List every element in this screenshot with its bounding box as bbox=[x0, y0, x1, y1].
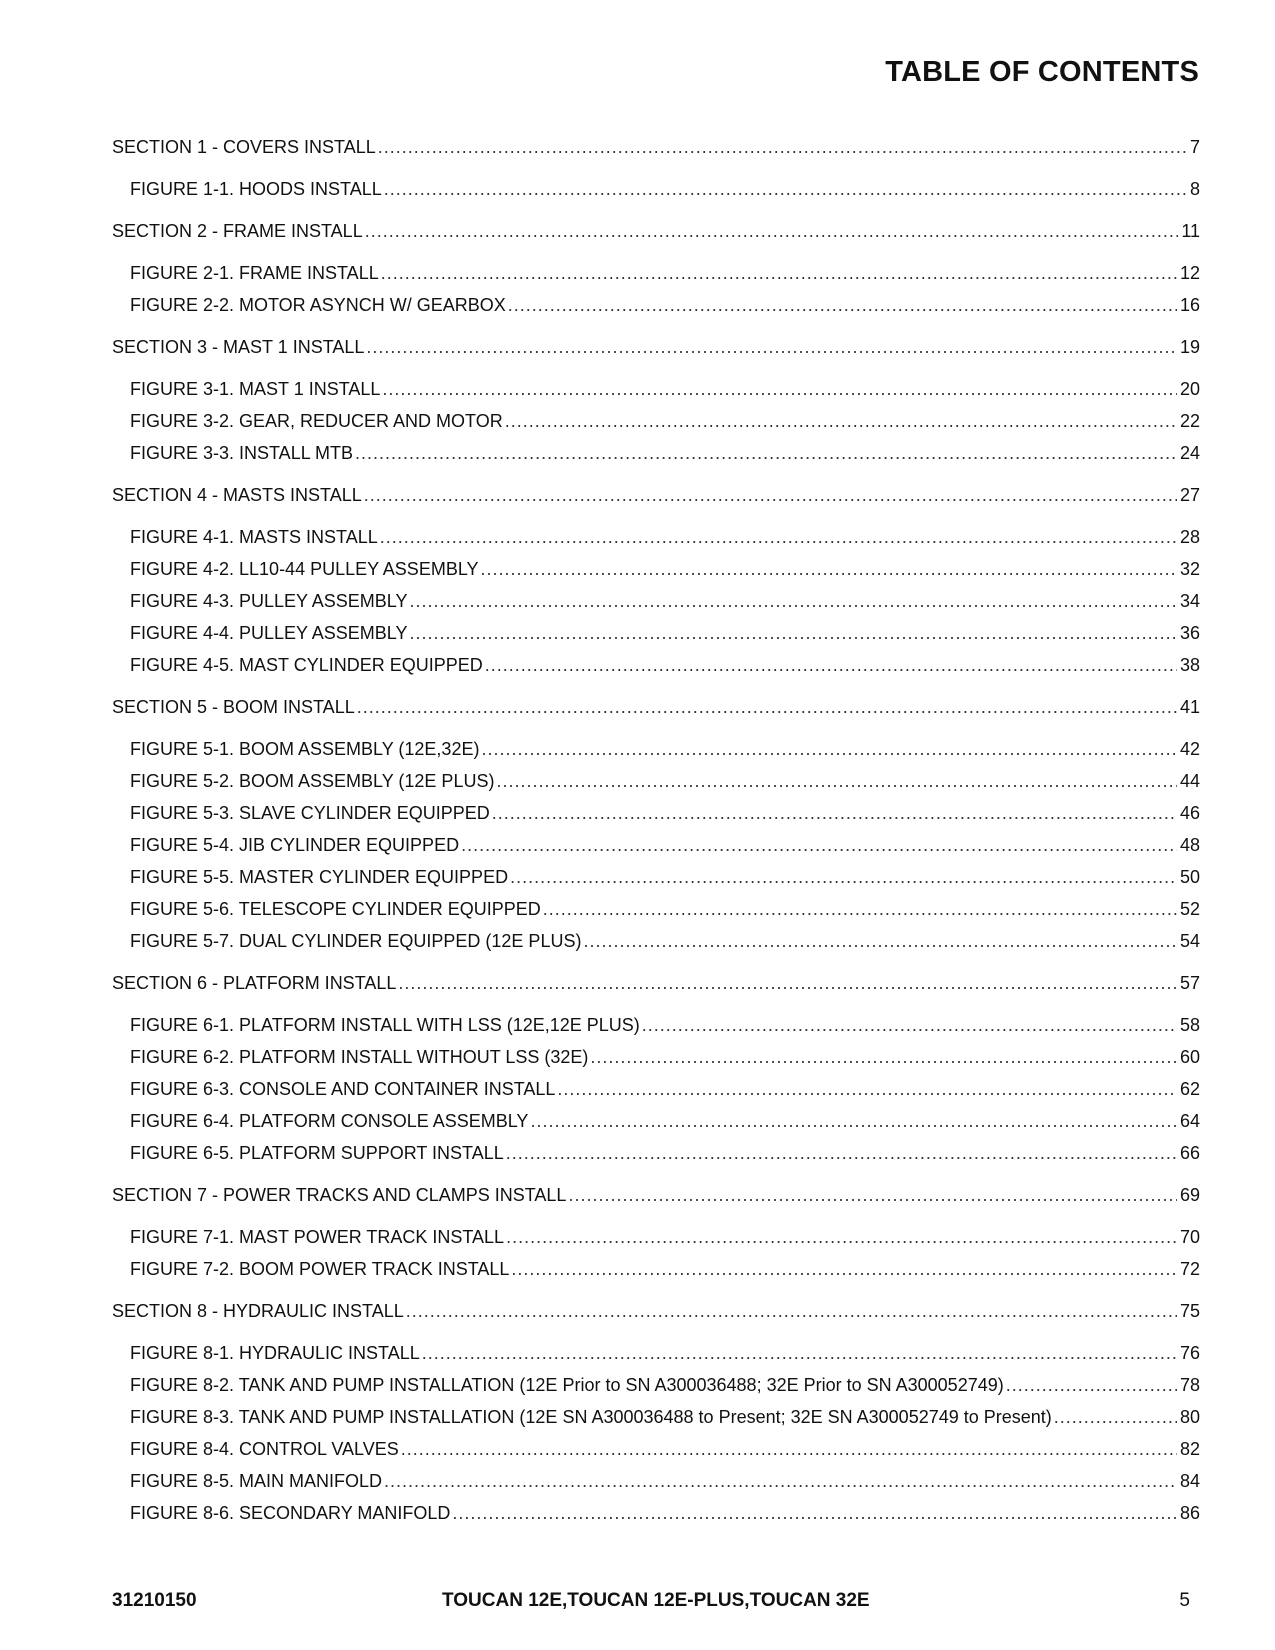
toc-figure-entry[interactable] bbox=[112, 649, 1200, 681]
toc-entry-page-number: 82 bbox=[1179, 1439, 1200, 1459]
toc-entry-label: FIGURE 5-5. MASTER CYLINDER EQUIPPED bbox=[130, 867, 509, 887]
dot-leader bbox=[401, 1433, 1177, 1465]
toc-entry-label: FIGURE 3-2. GEAR, REDUCER AND MOTOR bbox=[130, 411, 503, 431]
toc-entry-label: FIGURE 2-1. FRAME INSTALL bbox=[130, 263, 379, 283]
toc-entry-page-number: 50 bbox=[1179, 867, 1200, 887]
toc-entry-label: FIGURE 4-2. LL10-44 PULLEY ASSEMBLY bbox=[130, 559, 479, 579]
toc-figure-entry[interactable] bbox=[112, 1105, 1200, 1137]
dot-leader bbox=[409, 585, 1177, 617]
toc-entry-label: FIGURE 5-4. JIB CYLINDER EQUIPPED bbox=[130, 835, 460, 855]
toc-entry-label: FIGURE 1-1. HOODS INSTALL bbox=[130, 179, 382, 199]
toc-figure-entry[interactable] bbox=[112, 553, 1200, 585]
toc-entry-page-number: 75 bbox=[1179, 1301, 1200, 1321]
toc-entry-page-number: 54 bbox=[1179, 931, 1200, 951]
dot-leader bbox=[364, 479, 1177, 511]
toc-figure-entry[interactable] bbox=[112, 373, 1200, 405]
toc-entry-label: FIGURE 6-4. PLATFORM CONSOLE ASSEMBLY bbox=[130, 1111, 529, 1131]
toc-entry-page-number: 48 bbox=[1179, 835, 1200, 855]
toc-figure-entry[interactable] bbox=[112, 405, 1200, 437]
toc-figure-entry[interactable] bbox=[112, 1337, 1200, 1369]
toc-entry-page-number: 34 bbox=[1179, 591, 1200, 611]
toc-figure-entry[interactable] bbox=[112, 1497, 1200, 1529]
toc-figure-entry[interactable] bbox=[112, 1221, 1200, 1253]
toc-entry-label: FIGURE 7-2. BOOM POWER TRACK INSTALL bbox=[130, 1259, 510, 1279]
dot-leader bbox=[506, 1137, 1177, 1169]
toc-entry-page-number: 84 bbox=[1179, 1471, 1200, 1491]
toc-entry-page-number: 44 bbox=[1179, 771, 1200, 791]
dot-leader bbox=[378, 131, 1187, 163]
toc-figure-entry[interactable] bbox=[112, 797, 1200, 829]
toc-entry-page-number: 20 bbox=[1179, 379, 1200, 399]
toc-entry-label: SECTION 4 - MASTS INSTALL bbox=[112, 485, 362, 505]
toc-figure-entry[interactable] bbox=[112, 289, 1200, 321]
toc-figure-entry[interactable] bbox=[112, 1465, 1200, 1497]
toc-entry-label: SECTION 2 - FRAME INSTALL bbox=[112, 221, 363, 241]
toc-entry-page-number: 19 bbox=[1179, 337, 1200, 357]
toc-figure-entry[interactable] bbox=[112, 1369, 1200, 1401]
toc-entry-label: FIGURE 5-1. BOOM ASSEMBLY (12E,32E) bbox=[130, 739, 480, 759]
toc-section-entry[interactable] bbox=[112, 331, 1200, 363]
toc-entry-label: SECTION 1 - COVERS INSTALL bbox=[112, 137, 376, 157]
toc-entry-label: FIGURE 4-4. PULLEY ASSEMBLY bbox=[130, 623, 408, 643]
toc-figure-entry[interactable] bbox=[112, 925, 1200, 957]
footer-page-number: 5 bbox=[1179, 1590, 1190, 1611]
dot-leader bbox=[409, 617, 1177, 649]
toc-figure-entry[interactable] bbox=[112, 1253, 1200, 1285]
toc-figure-entry[interactable] bbox=[112, 893, 1200, 925]
toc-figure-entry[interactable] bbox=[112, 521, 1200, 553]
toc-entry-label: FIGURE 4-3. PULLEY ASSEMBLY bbox=[130, 591, 408, 611]
dot-leader bbox=[590, 1041, 1177, 1073]
toc-entry-page-number: 36 bbox=[1179, 623, 1200, 643]
dot-leader bbox=[384, 173, 1187, 205]
toc-entry-page-number: 72 bbox=[1179, 1259, 1200, 1279]
toc-entry-page-number: 58 bbox=[1179, 1015, 1200, 1035]
toc-entry-page-number: 86 bbox=[1179, 1503, 1200, 1523]
toc-section-entry[interactable] bbox=[112, 131, 1200, 163]
dot-leader bbox=[481, 553, 1177, 585]
dot-leader bbox=[557, 1073, 1177, 1105]
dot-leader bbox=[380, 521, 1177, 553]
toc-entry-page-number: 76 bbox=[1179, 1343, 1200, 1363]
toc-entry-label: FIGURE 8-5. MAIN MANIFOLD bbox=[130, 1471, 383, 1491]
dot-leader bbox=[366, 331, 1177, 363]
toc-entry-label: FIGURE 4-1. MASTS INSTALL bbox=[130, 527, 378, 547]
toc-figure-entry[interactable] bbox=[112, 1041, 1200, 1073]
toc-section-entry[interactable] bbox=[112, 967, 1200, 999]
table-of-contents bbox=[112, 131, 1200, 1529]
toc-figure-entry[interactable] bbox=[112, 1137, 1200, 1169]
toc-entry-label: FIGURE 6-2. PLATFORM INSTALL WITHOUT LSS (32E) bbox=[130, 1047, 589, 1067]
dot-leader bbox=[481, 733, 1177, 765]
toc-entry-label: FIGURE 3-1. MAST 1 INSTALL bbox=[130, 379, 381, 399]
dot-leader bbox=[355, 437, 1177, 469]
toc-figure-entry[interactable] bbox=[112, 861, 1200, 893]
toc-entry-label: FIGURE 8-2. TANK AND PUMP INSTALLATION (12E Prior to SN A300036488; 32E Prior to SN A300052749) bbox=[130, 1375, 1004, 1395]
toc-entry-label: FIGURE 5-7. DUAL CYLINDER EQUIPPED (12E PLUS) bbox=[130, 931, 582, 951]
toc-entry-label: FIGURE 8-3. TANK AND PUMP INSTALLATION (12E SN A300036488 to Present; 32E SN A300052749 to Present) bbox=[130, 1407, 1052, 1427]
dot-leader bbox=[422, 1337, 1177, 1369]
toc-figure-entry[interactable] bbox=[112, 829, 1200, 861]
toc-figure-entry[interactable] bbox=[112, 257, 1200, 289]
toc-entry-page-number: 22 bbox=[1179, 411, 1200, 431]
toc-entry-page-number: 7 bbox=[1189, 137, 1200, 157]
toc-entry-page-number: 70 bbox=[1179, 1227, 1200, 1247]
toc-section-entry[interactable] bbox=[112, 691, 1200, 723]
dot-leader bbox=[1054, 1401, 1177, 1433]
toc-entry-label: FIGURE 3-3. INSTALL MTB bbox=[130, 443, 354, 463]
toc-entry-label: FIGURE 2-2. MOTOR ASYNCH W/ GEARBOX bbox=[130, 295, 506, 315]
toc-entry-page-number: 24 bbox=[1179, 443, 1200, 463]
dot-leader bbox=[642, 1009, 1177, 1041]
toc-entry-label: FIGURE 6-1. PLATFORM INSTALL WITH LSS (12E,12E PLUS) bbox=[130, 1015, 640, 1035]
toc-entry-page-number: 57 bbox=[1179, 973, 1200, 993]
toc-entry-label: FIGURE 8-6. SECONDARY MANIFOLD bbox=[130, 1503, 451, 1523]
dot-leader bbox=[511, 1253, 1177, 1285]
dot-leader bbox=[530, 1105, 1177, 1137]
toc-entry-label: FIGURE 5-6. TELESCOPE CYLINDER EQUIPPED bbox=[130, 899, 541, 919]
toc-entry-page-number: 38 bbox=[1179, 655, 1200, 675]
dot-leader bbox=[505, 405, 1177, 437]
dot-leader bbox=[1006, 1369, 1177, 1401]
toc-entry-page-number: 8 bbox=[1189, 179, 1200, 199]
toc-entry-page-number: 12 bbox=[1179, 263, 1200, 283]
toc-entry-label: FIGURE 8-1. HYDRAULIC INSTALL bbox=[130, 1343, 420, 1363]
toc-entry-page-number: 52 bbox=[1179, 899, 1200, 919]
toc-entry-label: FIGURE 5-2. BOOM ASSEMBLY (12E PLUS) bbox=[130, 771, 495, 791]
dot-leader bbox=[485, 649, 1177, 681]
toc-entry-page-number: 60 bbox=[1179, 1047, 1200, 1067]
page-footer bbox=[112, 1590, 1200, 1620]
dot-leader bbox=[543, 893, 1177, 925]
toc-figure-entry[interactable] bbox=[112, 617, 1200, 649]
dot-leader bbox=[496, 765, 1177, 797]
dot-leader bbox=[492, 797, 1177, 829]
toc-entry-page-number: 41 bbox=[1179, 697, 1200, 717]
toc-figure-entry[interactable] bbox=[112, 1009, 1200, 1041]
toc-entry-label: FIGURE 8-4. CONTROL VALVES bbox=[130, 1439, 399, 1459]
dot-leader bbox=[568, 1179, 1177, 1211]
toc-entry-label: SECTION 8 - HYDRAULIC INSTALL bbox=[112, 1301, 404, 1321]
dot-leader bbox=[461, 829, 1177, 861]
toc-entry-label: FIGURE 4-5. MAST CYLINDER EQUIPPED bbox=[130, 655, 483, 675]
footer-product-names: TOUCAN 12E,TOUCAN 12E-PLUS,TOUCAN 32E bbox=[442, 1590, 870, 1611]
toc-entry-page-number: 62 bbox=[1179, 1079, 1200, 1099]
toc-entry-page-number: 32 bbox=[1179, 559, 1200, 579]
toc-entry-label: SECTION 3 - MAST 1 INSTALL bbox=[112, 337, 365, 357]
toc-figure-entry[interactable] bbox=[112, 437, 1200, 469]
dot-leader bbox=[357, 691, 1177, 723]
dot-leader bbox=[381, 257, 1177, 289]
toc-section-entry[interactable] bbox=[112, 1179, 1200, 1211]
toc-entry-label: SECTION 7 - POWER TRACKS AND CLAMPS INSTALL bbox=[112, 1185, 567, 1205]
toc-entry-page-number: 42 bbox=[1179, 739, 1200, 759]
toc-entry-page-number: 46 bbox=[1179, 803, 1200, 823]
toc-entry-page-number: 11 bbox=[1181, 221, 1200, 241]
dot-leader bbox=[382, 373, 1177, 405]
toc-figure-entry[interactable] bbox=[112, 1401, 1200, 1433]
toc-entry-label: SECTION 5 - BOOM INSTALL bbox=[112, 697, 355, 717]
toc-entry-page-number: 28 bbox=[1179, 527, 1200, 547]
toc-section-entry[interactable] bbox=[112, 1295, 1200, 1327]
toc-figure-entry[interactable] bbox=[112, 1433, 1200, 1465]
dot-leader bbox=[508, 289, 1177, 321]
toc-figure-entry[interactable] bbox=[112, 585, 1200, 617]
dot-leader bbox=[384, 1465, 1177, 1497]
toc-entry-page-number: 27 bbox=[1179, 485, 1200, 505]
toc-entry-page-number: 80 bbox=[1179, 1407, 1200, 1427]
toc-figure-entry[interactable] bbox=[112, 733, 1200, 765]
toc-entry-label: FIGURE 6-3. CONSOLE AND CONTAINER INSTALL bbox=[130, 1079, 556, 1099]
dot-leader bbox=[365, 215, 1179, 247]
footer-document-number: 31210150 bbox=[112, 1590, 197, 1611]
dot-leader bbox=[510, 861, 1177, 893]
toc-figure-entry[interactable] bbox=[112, 765, 1200, 797]
page-title: TABLE OF CONTENTS bbox=[885, 56, 1199, 88]
toc-entry-page-number: 66 bbox=[1179, 1143, 1200, 1163]
toc-entry-page-number: 16 bbox=[1179, 295, 1200, 315]
toc-entry-page-number: 69 bbox=[1179, 1185, 1200, 1205]
dot-leader bbox=[398, 967, 1177, 999]
toc-figure-entry[interactable] bbox=[112, 1073, 1200, 1105]
dot-leader bbox=[406, 1295, 1177, 1327]
toc-entry-page-number: 64 bbox=[1179, 1111, 1200, 1131]
toc-entry-label: FIGURE 7-1. MAST POWER TRACK INSTALL bbox=[130, 1227, 505, 1247]
toc-section-entry[interactable] bbox=[112, 215, 1200, 247]
toc-section-entry[interactable] bbox=[112, 479, 1200, 511]
toc-entry-label: SECTION 6 - PLATFORM INSTALL bbox=[112, 973, 397, 993]
toc-entry-label: FIGURE 5-3. SLAVE CYLINDER EQUIPPED bbox=[130, 803, 490, 823]
dot-leader bbox=[452, 1497, 1177, 1529]
dot-leader bbox=[583, 925, 1177, 957]
toc-entry-label: FIGURE 6-5. PLATFORM SUPPORT INSTALL bbox=[130, 1143, 504, 1163]
toc-figure-entry[interactable] bbox=[112, 173, 1200, 205]
toc-entry-page-number: 78 bbox=[1179, 1375, 1200, 1395]
dot-leader bbox=[506, 1221, 1177, 1253]
